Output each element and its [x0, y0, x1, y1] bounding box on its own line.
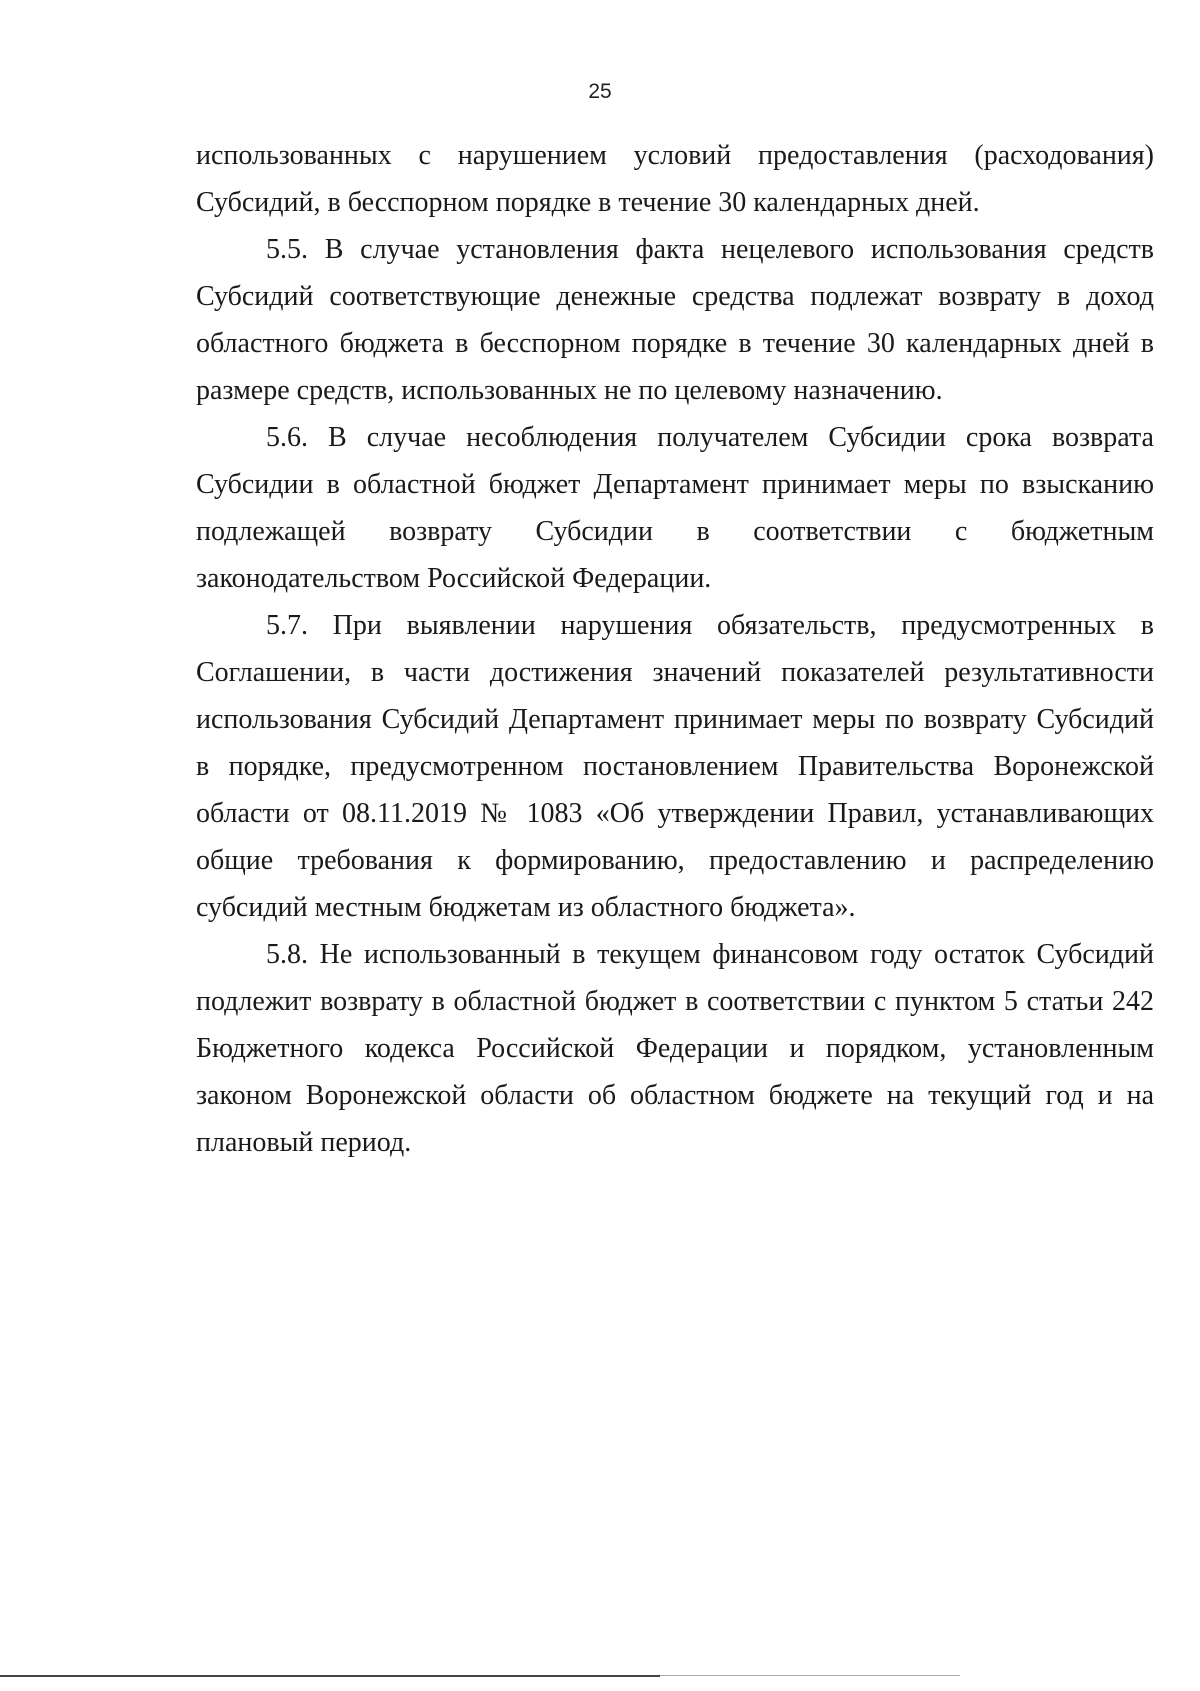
scan-edge-line	[0, 1675, 660, 1677]
paragraph-5-7: 5.7. При выявлении нарушения обязательств, предусмотренных в Соглашении, в части достижения значений показателей результативности использования Субсидий Департамент принимает меры по возврату Субсидий в порядке, предусмотренном постановлением Правительства Воронежской области от 08.11.2019 № 1083 «Об утверждении Правил, устанавливающих общие требования к формированию, предоставлению и распределению субсидий местным бюджетам из областного бюджета».	[196, 610, 1154, 923]
document-body	[196, 132, 1154, 1166]
paragraph-5-8: 5.8. Не использованный в текущем финансовом году остаток Субсидий подлежит возврату в областной бюджет в соответствии с пунктом 5 статьи 242 Бюджетного кодекса Российской Федерации и порядком, установленным законом Воронежской области об областном бюджете на текущий год и на плановый период.	[196, 939, 1154, 1158]
paragraph-5-6: 5.6. В случае несоблюдения получателем Субсидии срока возврата Субсидии в областной бюджет Департамент принимает меры по взысканию подлежащей возврату Субсидии в соответствии с бюджетным законодательством Российской Федерации.	[196, 422, 1154, 594]
scan-edge-line-faint	[660, 1675, 960, 1676]
paragraph-5-5: 5.5. В случае установления факта нецелевого использования средств Субсидий соответствующие денежные средства подлежат возврату в доход областного бюджета в бесспорном порядке в течение 30 календарных дней в размере средств, использованных не по целевому назначению.	[196, 234, 1154, 406]
page-number: 25	[588, 80, 612, 103]
paragraph-continuation: использованных с нарушением условий предоставления (расходования) Субсидий, в бесспорном порядке в течение 30 календарных дней.	[196, 140, 1154, 218]
